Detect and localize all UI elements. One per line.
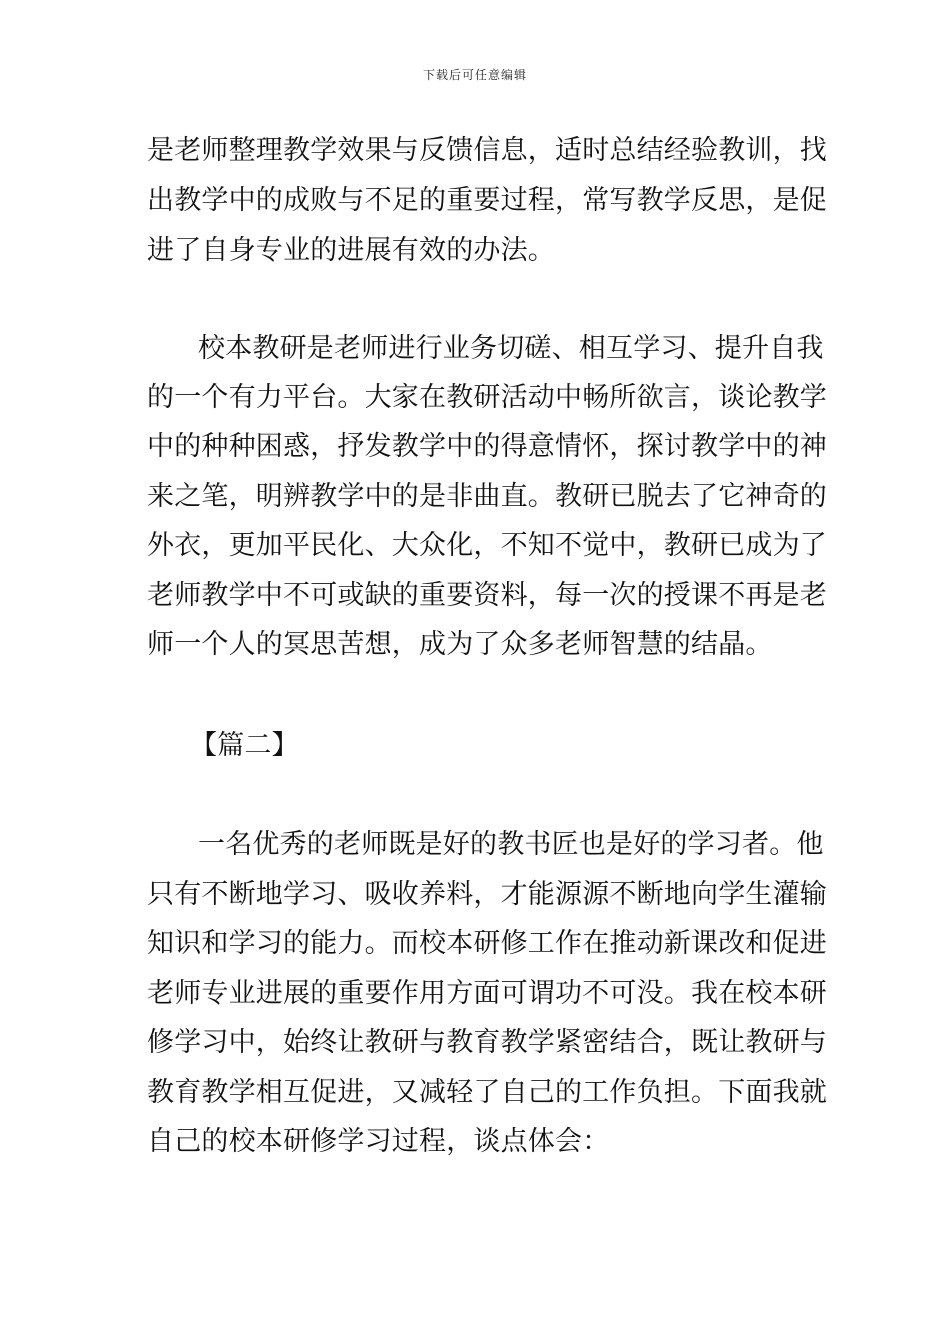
paragraph-2-line-3: 中的种种困惑，抒发教学中的得意情怀，探讨教学中的神: [147, 431, 827, 462]
section-heading: 【篇二】: [190, 730, 299, 761]
paragraph-3-line-5: 修学习中，始终让教研与教育教学紧密结合，既让教研与: [147, 1027, 827, 1058]
page-header-note: 下载后可任意编辑: [422, 68, 527, 82]
paragraph-2-line-1: 校本教研是老师进行业务切磋、相互学习、提升自我: [198, 333, 824, 364]
paragraph-3-line-3: 知识和学习的能力。而校本研修工作在推动新课改和促进: [147, 928, 827, 959]
paragraph-3-line-1: 一名优秀的老师既是好的教书匠也是好的学习者。他: [198, 829, 824, 860]
paragraph-3-line-7: 自己的校本研修学习过程，谈点体会：: [147, 1126, 610, 1157]
paragraph-2-line-6: 老师教学中不可或缺的重要资料，每一次的授课不再是老: [147, 580, 827, 611]
paragraph-2-line-4: 来之笔，明辨教学中的是非曲直。教研已脱去了它神奇的: [147, 481, 827, 512]
paragraph-1-line-1: 是老师整理教学效果与反馈信息，适时总结经验教训，找: [147, 135, 827, 166]
paragraph-3-line-2: 只有不断地学习、吸收养料，才能源源不断地向学生灌输: [147, 879, 827, 910]
paragraph-1-line-2: 出教学中的成败与不足的重要过程，常写教学反思，是促: [147, 185, 827, 216]
paragraph-3-line-4: 老师专业进展的重要作用方面可谓功不可没。我在校本研: [147, 978, 827, 1009]
paragraph-2-line-5: 外衣，更加平民化、大众化，不知不觉中，教研已成为了: [147, 530, 827, 561]
paragraph-3-line-6: 教育教学相互促进，又减轻了自己的工作负担。下面我就: [147, 1077, 827, 1108]
paragraph-2-line-7: 师一个人的冥思苦想，成为了众多老师智慧的结晶。: [147, 629, 773, 660]
paragraph-1-line-3: 进了自身专业的进展有效的办法。: [147, 235, 555, 266]
paragraph-2-line-2: 的一个有力平台。大家在教研活动中畅所欲言，谈论教学: [147, 382, 827, 413]
